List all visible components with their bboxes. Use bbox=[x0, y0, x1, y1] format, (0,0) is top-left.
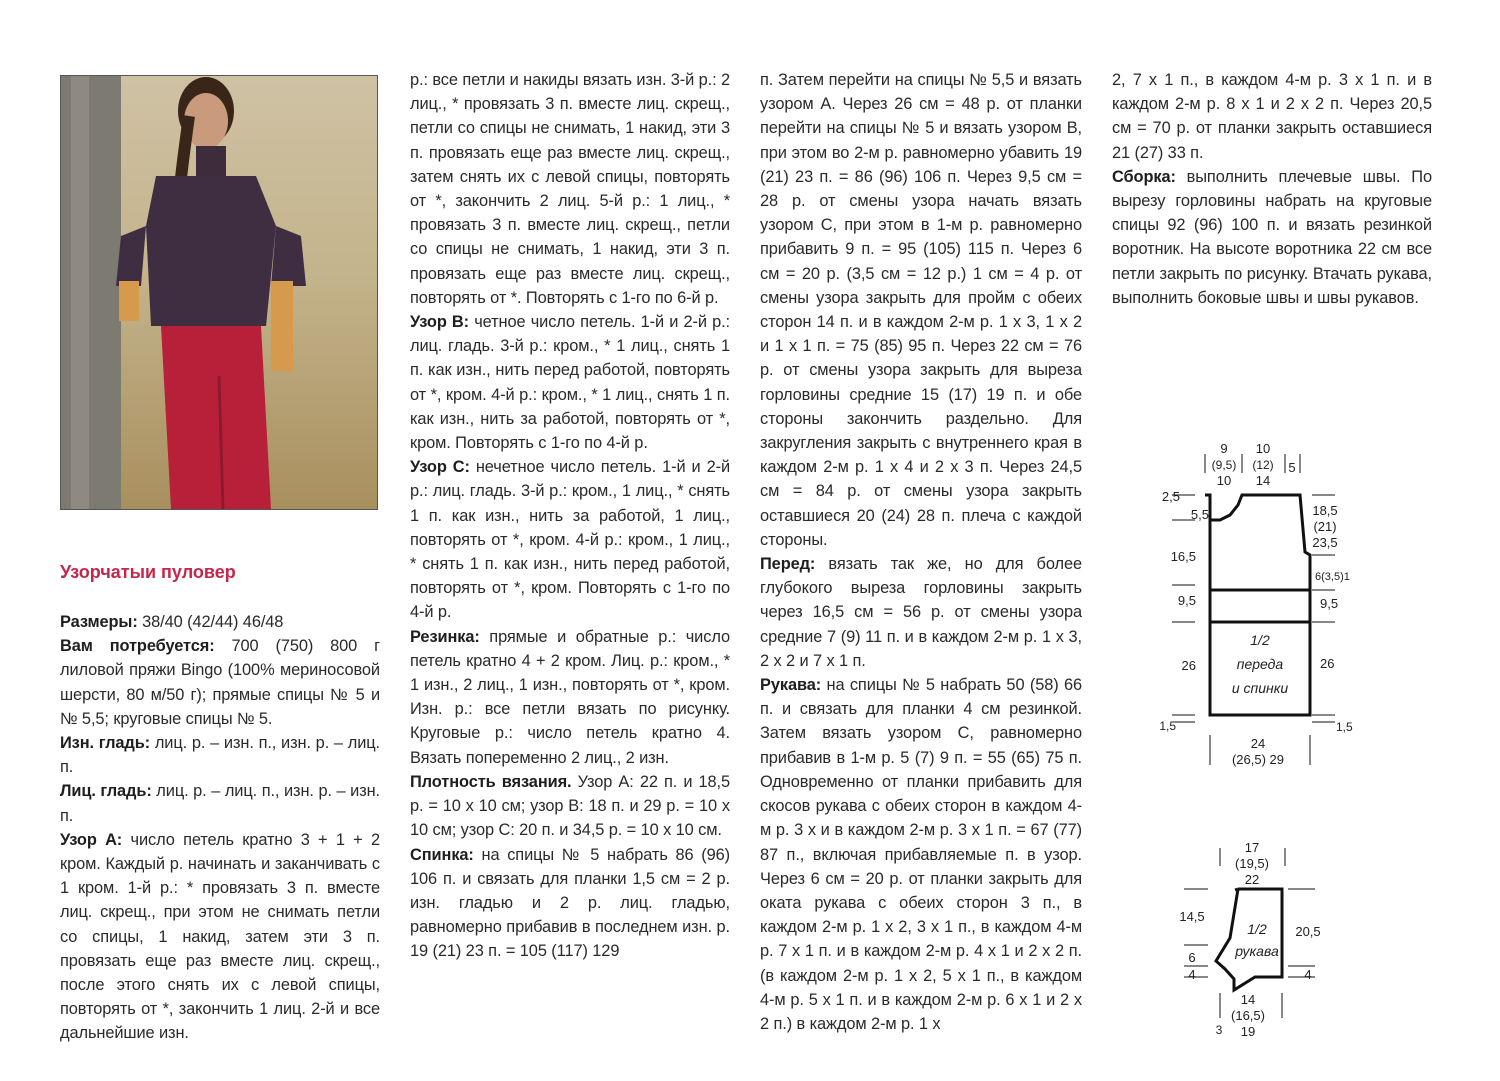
section-label: Узор А: bbox=[60, 830, 123, 849]
pullover-photo bbox=[60, 75, 378, 510]
dim-r5: 1,5 bbox=[1336, 720, 1353, 734]
section-label: Изн. гладь: bbox=[60, 734, 151, 753]
paragraph-text: на спицы № 5 набрать 86 (96) 106 п. и связать для планки 1,5 см = 2 р. изн. гладью и 2 р. лиц. гладью, равномерно прибавив в последнем изн. р. 19 (21) 23 п. = 105 (117) 129 bbox=[410, 845, 730, 961]
dim-top-a-sub2: 10 bbox=[1216, 473, 1232, 488]
paragraph-text: р.: все петли и накиды вязать изн. 3-й р.: 2 лиц., * провязать 3 п. вместе лиц. скрещ., петли со спицы не снимать, 1 накид, эти 3 п. провязать еще раз вместе лиц. скрещ., затем снять их с левой спицы, повторять от *, закончить 2 лиц. 5-й р.: 1 лиц., * провязать 3 п. вместе лиц. скрещ., петли со спицы не снимать, 1 накид, эти 3 п. провязать еще раз вместе лиц. скрещ., повторять от *. Повторять с 1-го по 6-й р. bbox=[410, 71, 731, 307]
section-label: Резинка: bbox=[410, 627, 480, 646]
sleeve-dim-l3: 4 bbox=[1188, 967, 1196, 982]
sleeve-dim-l1: 14,5 bbox=[1179, 909, 1205, 924]
col2-paragraph bbox=[410, 625, 730, 770]
column-3 bbox=[760, 68, 1082, 1036]
paragraph-text: выполнить плечевые швы. По вырезу горловины набрать на круговые спицы 92 (96) 100 п. и вязать резинкой воротник. На высоте воротника 22 см все петли закрыть по рисунку. Втачать рукава, выполнить боковые швы и швы рукавов. bbox=[1112, 167, 1432, 307]
body-label-3: и спинки bbox=[1231, 680, 1289, 696]
body-label-1: 1/2 bbox=[1250, 632, 1270, 648]
dim-bottom-sub: (26,5) 29 bbox=[1231, 752, 1285, 767]
sleeve-dim-bottom: 14 bbox=[1240, 992, 1256, 1007]
col1-paragraph bbox=[60, 634, 380, 731]
sleeve-dim-bottom-sub: (16,5) bbox=[1231, 1008, 1265, 1023]
col3-paragraph bbox=[760, 673, 1082, 1036]
sleeve-dim-r2: 4 bbox=[1304, 967, 1312, 982]
sleeve-dim-l2: 6 bbox=[1188, 950, 1196, 965]
section-label: Сборка: bbox=[1112, 167, 1176, 186]
dim-top-a: 9 bbox=[1220, 441, 1228, 456]
col2-paragraph bbox=[410, 770, 730, 843]
paragraph-text: 700 (750) 800 г лиловой пряжи Bingo (100% мериносовой шерсти, 80 м/50 г); прямые спицы № 5 и № 5,5; круговые спицы № 5. bbox=[60, 637, 380, 728]
paragraph-text: 38/40 (42/44) 46/48 bbox=[137, 613, 284, 631]
col2-paragraph bbox=[410, 843, 730, 964]
section-label: Узор В: bbox=[410, 313, 470, 332]
column-4 bbox=[1112, 68, 1432, 310]
dim-r1: 18,5 bbox=[1312, 503, 1338, 518]
col4-paragraph bbox=[1112, 165, 1432, 310]
sleeve-dim-r1: 20,5 bbox=[1295, 924, 1321, 939]
col1-paragraph bbox=[60, 779, 380, 827]
pattern-title: Узорчатыи пуловер bbox=[60, 562, 236, 582]
dim-l2: 5,5 bbox=[1190, 507, 1209, 522]
dim-l3: 16,5 bbox=[1170, 549, 1196, 564]
sleeve-label-2: рукава bbox=[1235, 943, 1279, 959]
sleeve-dim-top: 17 bbox=[1244, 840, 1260, 855]
body-label-2: переда bbox=[1236, 656, 1284, 672]
column-2 bbox=[410, 68, 730, 964]
paragraph-text: Узор А: 22 п. и 18,5 р. = 10 х 10 см; узор В: 18 п. и 29 р. = 10 х 10 см; узор С: 20 п. и 34,5 р. = 10 х 10 см. bbox=[410, 772, 731, 840]
dim-l4: 9,5 bbox=[1177, 593, 1196, 608]
col1-paragraph bbox=[60, 731, 380, 779]
sleeve-dim-top-sub2: 22 bbox=[1244, 872, 1260, 887]
paragraph-text: 2, 7 х 1 п., в каждом 4-м р. 3 х 1 п. и в каждом 2-м р. 8 х 1 и 2 х 2 п. Через 20,5 см = 70 р. от планки закрыть оставшиеся 21 (27) 33 п. bbox=[1112, 71, 1432, 162]
section-label: Спинка: bbox=[410, 845, 474, 864]
section-label: Перед: bbox=[760, 555, 816, 574]
col1-paragraph bbox=[60, 828, 380, 1046]
dim-l5: 26 bbox=[1181, 658, 1196, 673]
paragraph-text: число петель кратно 3 + 1 + 2 кром. Каждый р. начинать и заканчивать с 1 кром. 1-й р.: * провязать 3 п. вместе лиц. скрещ., при этом не снимать петли со спицы, 1 накид, затем эти 3 п. провязать еще раз вместе лиц. скрещ., после этого снять их с левой спицы, повторять от *, закончить 1 лиц. 2-й и все дальнейшие изн. bbox=[60, 830, 380, 1043]
sleeve-dim-bottom-l: 3 bbox=[1215, 1023, 1223, 1037]
section-label: Плотность вязания. bbox=[410, 772, 572, 791]
dim-r1c: 23,5 bbox=[1312, 535, 1338, 550]
sleeve-schematic bbox=[1170, 838, 1340, 1043]
dim-l1: 2,5 bbox=[1161, 489, 1180, 504]
section-label: Вам потребуется: bbox=[60, 637, 215, 656]
col1-paragraph bbox=[60, 610, 380, 634]
col3-paragraph bbox=[760, 552, 1082, 673]
dim-bottom: 24 bbox=[1250, 736, 1266, 751]
sleeve-label-1: 1/2 bbox=[1247, 921, 1267, 937]
dim-top-b: 10 bbox=[1255, 441, 1271, 456]
paragraph-text: п. Затем перейти на спицы № 5,5 и вязать узором А. Через 26 см = 48 р. от планки перейти на спицы № 5 и вязать узором В, при этом во 2-м р. равномерно убавить 19 (21) 23 п. = 86 (96) 106 п. Через 9,5 см = 28 р. от смены узора начать вязать узором С, при этом в 1-м р. равномерно прибавить 9 п. = 95 (105) 115 п. Через 6 см = 20 р. (3,5 см = 12 р.) 1 см = 4 р. от смены узора закрыть для пройм с обеих сторон 14 п. и в каждом 2-м р. 1 х 3, 1 х 2 и 1 х 1 п. = 75 (85) 95 п. Через 22 см = 76 р. от смены узора закрыть для выреза горловины средние 15 (17) 19 п. и обе стороны закончить раздельно. Для закругления закрыть с внутреннего края в каждом 2-м р. 1 х 4 и 2 х 3 п. Через 24,5 см = 84 р. от смены узора закрыть оставшиеся 20 (24) 28 п. плеча с каждой стороны. bbox=[760, 71, 1082, 549]
column-1 bbox=[60, 610, 380, 1046]
dim-l6: 1,5 bbox=[1159, 719, 1176, 733]
paragraph-text: на спицы № 5 набрать 50 (58) 66 п. и связать для планки 4 см резинкой. Затем вязать узором С, равномерно прибавив в 1-м р. 5 (7) 9 п. = 55 (65) 75 п. Одновременно от планки прибавить для скосов рукава с обеих сторон в каждом 4-м р. 3 х и в каждом 2-м р. 3 х 1 п. = 67 (77) 87 п., включая прибавляемые п. в узор. Через 6 см = 20 р. от планки закрыть для оката рукава с обеих сторон 3 п., в каждом 2-м р. 1 х 2, 3 х 1 п., в каждом 4-м р. 7 х 1 п. и в каждом 2-м р. 4 х 1 и 2 х 2 п. (в каждом 2-м р. 1 х 2, 5 х 1 п., в каждом 4-м р. 5 х 1 п. и в каждом 2-м р. 6 х 1 и 2 х 2 п.) в каждом 2-м р. 1 х bbox=[760, 676, 1082, 1033]
paragraph-text: четное число петель. 1-й и 2-й р.: лиц. гладь. 3-й р.: кром., * 1 лиц., снять 1 п. как изн., нить перед работой, повторять от *, кром. 4-й р.: кром., * 1 лиц., снять 1 п. как изн., нить за работой, повторять от *, кром. Повторять с 1-го по 4-й р. bbox=[410, 313, 730, 453]
paragraph-text: прямые и обратные р.: число петель кратно 4 + 2 кром. Лиц. р.: кром., * 1 изн., 2 лиц., 1 изн., повторять от *, кром. Изн. р.: все петли вязать по рисунку. Круговые р.: число петель кратно 4. Вязать попеременно 2 лиц., 2 изн. bbox=[410, 627, 730, 767]
dim-r1b: (21) bbox=[1313, 519, 1337, 534]
dim-r4: 26 bbox=[1320, 656, 1335, 671]
sleeve-dim-bottom-sub2: 19 bbox=[1240, 1024, 1256, 1039]
paragraph-text: вязать так же, но для более глубокого выреза горловины закрыть через 16,5 см = 56 р. от смены узора средние 7 (9) 11 п. и в каждом 2-м р. 1 х 3, 2 х 2 и 7 х 1 п. bbox=[760, 555, 1082, 670]
dim-r2: 6(3,5)1 bbox=[1315, 571, 1350, 583]
col2-paragraph bbox=[410, 68, 730, 310]
dim-top-c: 5 bbox=[1288, 460, 1296, 475]
dim-top-b-sub2: 14 bbox=[1255, 473, 1271, 488]
sleeve-dim-top-sub: (19,5) bbox=[1235, 856, 1269, 871]
paragraph-text: лиц. р. – изн. п., изн. р. – лиц. п. bbox=[60, 734, 380, 777]
col2-paragraph bbox=[410, 455, 730, 624]
dim-r3: 9,5 bbox=[1320, 596, 1339, 611]
section-label: Рукава: bbox=[760, 676, 822, 695]
dim-top-b-sub: (12) bbox=[1252, 458, 1274, 472]
section-label: Узор С: bbox=[410, 458, 470, 477]
body-schematic bbox=[1140, 435, 1370, 775]
col4-paragraph bbox=[1112, 68, 1432, 165]
section-label: Лиц. гладь: bbox=[60, 782, 152, 801]
col2-paragraph bbox=[410, 310, 730, 455]
section-label: Размеры: bbox=[60, 613, 138, 631]
paragraph-text: нечетное число петель. 1-й и 2-й р.: лиц. гладь. 3-й р.: кром., 1 лиц., * снять 1 п. как изн., нить за работой, 1 лиц., повторять от *, кром. 4-й р.: кром., 1 лиц., * снять 1 п. как изн., нить перед работой, повторять от *, кром. Повторять с 1-го по 4-й р. bbox=[410, 458, 730, 622]
paragraph-text: лиц. р. – лиц. п., изн. р. – изн. п. bbox=[60, 782, 381, 825]
photo-illustration bbox=[61, 76, 377, 509]
dim-top-a-sub: (9,5) bbox=[1211, 458, 1237, 472]
col3-paragraph bbox=[760, 68, 1082, 552]
